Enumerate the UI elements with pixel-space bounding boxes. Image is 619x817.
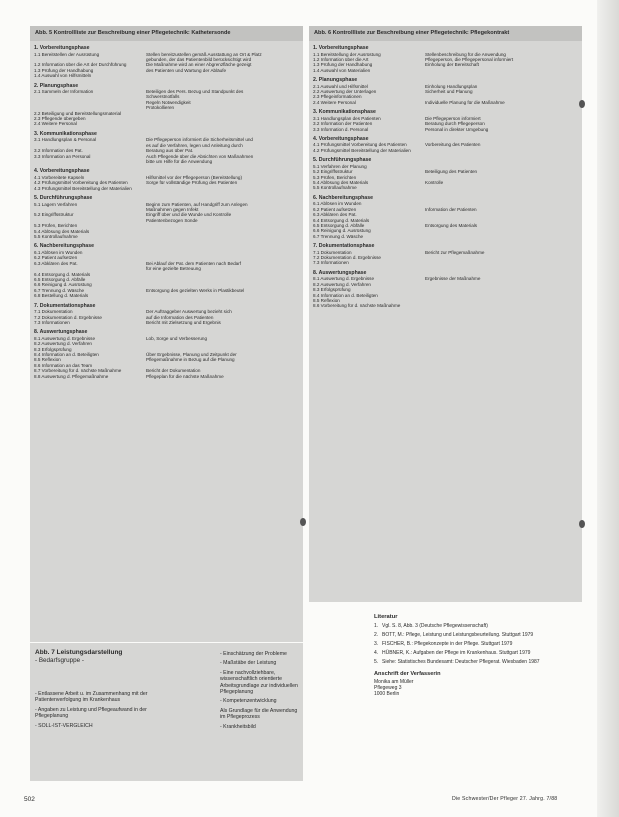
- step-description: Personal in direkter Umgebung: [425, 126, 489, 132]
- step-description: Beteiligung des Patienten: [425, 169, 478, 175]
- step-label: 8.2 Auswertung d. Verfahren: [313, 281, 371, 287]
- step-description: [425, 234, 578, 239]
- step-description: [146, 73, 299, 78]
- step-description: Kontrolle: [425, 180, 444, 185]
- section-title: 3. Kommunikationsphase: [34, 130, 97, 137]
- section-title: 4. Vorbereitungsphase: [313, 135, 369, 142]
- step-description: gebunden, der das Patientenbild berücksichtigt wird: [146, 56, 252, 62]
- literature-text: Vgl. S. 8, Abb. 3 (Deutsche Pflegewissenschaft): [382, 623, 488, 629]
- checklist-section: [34, 41, 299, 79]
- step-description: es auf die Verfahren, legen und Anleitung durch: [146, 142, 243, 148]
- step-label: 8.3 Erfolgsprüfung: [313, 287, 351, 293]
- checklist-section: [34, 299, 299, 326]
- section-title: 8. Auswertungsphase: [34, 329, 88, 336]
- step-label: 5.4 Ablösung des Materials: [313, 180, 369, 185]
- step-label: 2.4 Weitere Personal: [313, 99, 356, 105]
- page-number: 502: [24, 796, 35, 803]
- step-label: 6.6 Reinigung d. Ausrüstung: [313, 228, 371, 234]
- figure-6-heading: Abb. 6 Kontrollliste zur Beschreibung einer Pflegetechnik: Pflegekontrakt: [309, 26, 582, 41]
- step-label: 6.5 Entsorgung d. Abfälle: [34, 277, 86, 282]
- step-label: 8.1 Auswertung d. Ergebnisse: [34, 335, 96, 341]
- step-label: 4.1 Prüfungsmittel Vorbereitung des Patienten: [313, 142, 407, 148]
- step-description: Auch Pflegende über die Absichten von Maßnahmen: [146, 153, 254, 159]
- step-description: Ergebnisse der Maßnahme: [425, 276, 481, 282]
- checklist-row: [313, 234, 578, 239]
- checklist-row: [313, 68, 578, 73]
- step-description: Die Pflegeperson informiert die Sicherheitsmittel und: [146, 137, 253, 143]
- step-label: 5.5 Kontrollaufnahme: [34, 234, 78, 240]
- step-label: 3.3 Information an Personal: [34, 153, 91, 159]
- literature-number: 1.: [374, 623, 379, 629]
- step-label: 1.1 Bereitstellung der Ausrüstung: [313, 51, 381, 57]
- step-description: Bericht der Dokumentation: [146, 368, 201, 374]
- step-label: 1.2 Information über die Art der Durchführung: [34, 62, 127, 68]
- step-label: 2.2 Auswertung der Unterlagen: [313, 89, 377, 95]
- literature-title: Literatur: [374, 614, 398, 620]
- step-label: 3.3 Information d. Personal: [313, 126, 369, 132]
- step-description: Entsorgung des gezielten Werks in Plastikbeutel: [146, 287, 245, 293]
- step-label: 5.3 Prüfen, Berichten: [313, 174, 357, 180]
- step-label: 6.8 Bestellung d. Materials: [34, 293, 89, 299]
- step-description: Stellenbeschreibung für die Anwendung: [425, 51, 506, 57]
- step-label: [34, 159, 146, 164]
- literature-text: Siehe: Statistisches Bundesamt: Deutscher Pflegerat. Wiesbaden 1987: [382, 659, 540, 665]
- step-label: 6.2 Patient aufsetzen: [313, 206, 357, 212]
- checklist-row: [34, 73, 299, 78]
- section-title: 1. Vorbereitungsphase: [34, 45, 90, 51]
- literature-item: [374, 632, 584, 638]
- section-title: 8. Auswertungsphase: [313, 269, 367, 276]
- step-label: 7.1 Dokumentation: [313, 249, 352, 255]
- step-label: 1.4 Auswahl von Materialien: [313, 67, 371, 73]
- address-line: Monika am Müller: [374, 679, 414, 685]
- figure-7-left-column: [35, 691, 153, 732]
- section-title: 5. Durchführungsphase: [313, 157, 372, 164]
- punch-hole-mark: [579, 100, 585, 108]
- checklist-section: [34, 164, 299, 191]
- checklist-section: [313, 153, 578, 191]
- step-label: 6.3 Abklären des Pat.: [34, 260, 78, 266]
- checklist-row: [313, 303, 578, 308]
- figure-7-subtitle: - Bedarfsgruppe -: [35, 657, 85, 664]
- step-description: [425, 185, 578, 190]
- step-label: 8.7 Vorbereitung für d. nächste Maßnahme: [34, 368, 122, 374]
- step-description: Beginn zum Patienten, auf Handgriff zum Anlegen: [146, 201, 248, 207]
- step-label: 8.3 Erfolgsprüfung: [34, 346, 72, 352]
- step-description: Entsorgung des Materials: [425, 222, 478, 228]
- step-label: 7.2 Dokumentation d. Ergebnisse: [34, 314, 102, 320]
- step-description: Pflegeperson, die Pflegepersonal informiert: [425, 56, 514, 62]
- step-label: 1.2 Information über die Art: [313, 56, 369, 62]
- step-description: [146, 186, 299, 191]
- step-label: 6.4 Entsorgung d. Materials: [313, 217, 370, 223]
- checklist-row: [34, 159, 299, 164]
- section-title: 6. Nachbereitungsphase: [34, 243, 94, 250]
- step-label: 8.5 Reflexion: [34, 357, 61, 363]
- step-description: Bericht zur Pflegemaßnahme: [425, 249, 485, 255]
- figure-7-title: Abb. 7 Leistungsdarstellung: [35, 649, 123, 656]
- step-label: 8.6 Vorbereitung für d. nächste Maßnahme: [313, 303, 401, 309]
- checklist-row: [313, 185, 578, 190]
- step-label: 6.1 Ablösen im Wunden: [34, 249, 83, 255]
- step-label: 4.3 Prüfungsmittel Bereitstellung der Materialien: [34, 185, 132, 191]
- checklist-row: [34, 374, 299, 379]
- section-title: 7. Dokumentationsphase: [34, 302, 96, 309]
- journal-footer: Die Schwester/Der Pfleger 27. Jahrg. 7/88: [452, 796, 558, 802]
- step-label: 6.4 Entsorgung d. Materials: [34, 271, 91, 277]
- checklist-section: [34, 191, 299, 239]
- step-description: Information der Patienten: [425, 206, 477, 212]
- step-description: Pflegemaßnahme in Bezug auf die Planung: [146, 357, 235, 363]
- punch-hole-mark: [579, 520, 585, 528]
- step-label: 6.1 Ablösen im Wunden: [313, 201, 362, 207]
- step-description: Die Pflegeperson informiert: [425, 115, 481, 121]
- step-description: Stellen bereitzustellen gemäß Ausstattung an Ort & Platz: [146, 51, 262, 57]
- literature-text: FISCHER, B.: Pflegekonzepte in der Pflege. Stuttgart 1979: [382, 641, 513, 647]
- step-label: 4.2 Prüfungsmittel Bereitstellung der Materialien: [313, 147, 411, 153]
- step-description: [146, 293, 299, 298]
- figure-7-item: Als Grundlage für die Anwendung im Pflegeprozess: [220, 707, 298, 721]
- checklist-section: [313, 41, 578, 73]
- step-label: 8.4 Information an d. Beteiligten: [34, 352, 99, 358]
- step-description: Sorge für vollständige Prüfung des Patienten: [146, 180, 238, 186]
- step-description: Der Auftraggeber Auswertung bezieht sich: [146, 309, 232, 315]
- step-label: 6.7 Trennung d. Wäsche: [313, 233, 364, 239]
- checklist-row: [313, 100, 578, 105]
- checklist-section: [313, 239, 578, 266]
- step-label: 1.3 Prüfung der Handhabung: [34, 67, 94, 73]
- section-title: 5. Durchführungsphase: [34, 195, 93, 202]
- step-description: Vorbereitung des Patienten: [425, 142, 481, 148]
- step-label: 3.1 Handlungsplan des Patienten: [313, 115, 381, 121]
- step-label: 8.5 Reflexion: [313, 298, 340, 303]
- checklist-section: [34, 239, 299, 298]
- step-label: 8.4 Information an d. Beteiligten: [313, 292, 378, 298]
- literature-text: BOTT, M.: Pflege, Leistung und Leistungsbeurteilung. Stuttgart 1979: [382, 632, 534, 638]
- section-title: 6. Nachbereitungsphase: [313, 194, 373, 201]
- checklist-row: [313, 127, 578, 132]
- literature-text: HÜBNER, K.: Aufgaben der Pflege im Krankenhaus. Stuttgart 1979: [382, 650, 531, 656]
- figure-5-panel: [30, 26, 303, 642]
- literature-number: 3.: [374, 641, 379, 647]
- step-description: [425, 303, 578, 308]
- step-description: Hilfsmittel vor der Pflegeperson (Bereitstellung): [146, 174, 242, 180]
- figure-6-sections: [309, 41, 582, 309]
- step-description: auf die Information des Patienten: [146, 314, 214, 320]
- literature-number: 5.: [374, 659, 379, 665]
- step-label: 1.3 Prüfung der Handhabung: [313, 62, 373, 68]
- literature-item: [374, 650, 584, 656]
- step-description: Beratung aus über Pat.: [146, 148, 194, 154]
- literature-number: 2.: [374, 632, 379, 638]
- step-label: 1.4 Auswahl von Hilfsmitteln: [34, 73, 92, 79]
- figure-7-item: - SOLL-IST-VERGLEICH: [35, 722, 93, 729]
- section-title: 2. Planungsphase: [34, 82, 79, 89]
- section-title: 2. Planungsphase: [313, 77, 358, 84]
- step-description: [146, 234, 299, 239]
- checklist-row: [313, 148, 578, 153]
- checklist-row: [313, 260, 578, 265]
- step-description: [425, 68, 578, 73]
- step-label: 2.3 Pflegende übergeben: [34, 116, 86, 122]
- step-description: Maßnahmen gegen Infekt: [146, 207, 199, 213]
- checklist-section: [313, 132, 578, 153]
- checklist-section: [34, 325, 299, 379]
- step-description: [425, 260, 578, 265]
- step-description: bitte um Hilfe für die Anwendung: [146, 159, 213, 164]
- step-description: [425, 148, 578, 153]
- checklist-section: [313, 266, 578, 309]
- step-description: Beratung durch Pflegeperson: [425, 121, 485, 127]
- step-description: Patientenbezogen Sonde: [146, 217, 198, 223]
- step-label: 5.5 Kontrollaufnahme: [313, 185, 357, 191]
- step-label: 8.1 Auswertung d. Ergebnisse: [313, 276, 375, 282]
- step-description: Lob, Sorge und Verbesserung: [146, 335, 208, 341]
- punch-hole-mark: [300, 518, 306, 526]
- step-description: Sicherheit und Planung: [425, 89, 473, 95]
- step-label: 6.5 Entsorgung d. Abfälle: [313, 222, 365, 228]
- literature-item: [374, 623, 584, 629]
- figure-7-item: - Maßstäbe der Leistung: [220, 660, 277, 667]
- section-title: 3. Kommunikationsphase: [313, 109, 376, 116]
- step-label: 5.2 Eingriffsstruktur: [34, 212, 74, 218]
- page-edge: [597, 0, 619, 817]
- step-label: 2.1 Auswahl und Hilfsmittel: [313, 83, 368, 89]
- step-label: 8.8 Auswertung d. Pflegemaßnahme: [34, 373, 109, 379]
- step-label: 5.1 Lagern Verfahren: [34, 201, 78, 207]
- step-label: 6.2 Patient aufsetzen: [34, 255, 78, 261]
- literature-item: [374, 641, 584, 647]
- step-label: 5.4 Ablösung des Materials: [34, 228, 90, 234]
- literature-item: [374, 659, 584, 665]
- step-label: 3.2 Information des Pat.: [34, 148, 83, 154]
- step-label: 3.1 Handlungsplan & Personal: [34, 137, 97, 143]
- step-description: Einholung der Bereitschaft: [425, 62, 479, 68]
- step-label: 2.1 Sammeln der Information: [34, 89, 94, 95]
- step-label: 4.2 Prüfungsmittel Vorbereitung des Patienten: [34, 180, 128, 186]
- figure-7-item: - Krankheitsbild: [220, 723, 256, 730]
- step-description: Schwerstnotfalls: [146, 94, 180, 100]
- step-label: 7.3 Informationen: [313, 260, 349, 266]
- section-title: 7. Dokumentationsphase: [313, 243, 375, 250]
- section-title: 4. Vorbereitungsphase: [34, 168, 90, 175]
- step-label: 3.2 Information der Patienten: [313, 121, 373, 127]
- figure-7-item: - Eine nachvollziehbare, wissenschaftlich orientierte Arbeitsgrundlage zur individuellen Pflegeplanung: [220, 669, 298, 696]
- section-title: 1. Vorbereitungsphase: [313, 45, 369, 51]
- figure-6-panel: [309, 26, 582, 602]
- figure-7-item: - Einschätzung der Probleme: [220, 651, 287, 657]
- checklist-row: [34, 320, 299, 325]
- step-label: 2.3 Pflegeinformationen: [313, 94, 362, 100]
- step-description: Pflegeplan für die nächste Maßnahme: [146, 373, 224, 379]
- step-label: 7.1 Dokumentation: [34, 309, 73, 315]
- address-line: 1000 Berlin: [374, 691, 400, 698]
- checklist-section: [34, 127, 299, 165]
- step-label: 4.1 Vorbereitete Kapseln: [34, 174, 85, 180]
- step-description: [146, 121, 299, 126]
- step-label: 8.6 Information an das Team: [34, 362, 93, 368]
- figure-7-right-column: [220, 651, 300, 733]
- step-description: des Patienten und Wartung der Abläufe: [146, 67, 227, 73]
- step-description: Protokollieren: [146, 105, 175, 111]
- step-label: 2.4 Weitere Personal: [34, 121, 77, 127]
- figure-7-item: - Angaben zu Leistung und Pflegeaufwand in der Pflegeplanung: [35, 706, 147, 720]
- step-label: 7.2 Dokumentation d. Ergebnisse: [313, 255, 381, 261]
- step-label: 6.6 Reinigung d. Ausrüstung: [34, 282, 92, 288]
- step-label: 5.1 Verfahren der Planung: [313, 163, 367, 169]
- step-label: 5.3 Prüfen, Berichten: [34, 223, 78, 229]
- checklist-row: [34, 121, 299, 126]
- step-description: Die Maßnahme wird an einer Abgrenzfläche gezeigt: [146, 62, 252, 68]
- checklist-section: [313, 105, 578, 132]
- step-label: 6.7 Trennung d. Wäsche: [34, 287, 85, 293]
- literature-number: 4.: [374, 650, 379, 656]
- step-description: Einholung Handlungsplan: [425, 83, 478, 89]
- checklist-row: [34, 234, 299, 239]
- checklist-row: [34, 186, 299, 191]
- step-description: Bei Ablauf der Pat. dem Patienten nach Bedarf: [146, 260, 241, 266]
- step-description: Bericht mit Zielsetzung und Ergebnis: [146, 319, 221, 325]
- step-label: 7.3 Informationen: [34, 319, 70, 325]
- figure-5-sections: [30, 41, 303, 379]
- step-description: Über Ergebnisse, Planung und Zeitpunkt der: [146, 352, 237, 358]
- step-description: für eine gezielte Betreuung: [146, 266, 201, 272]
- checklist-row: [34, 293, 299, 298]
- address-line: Pflegeweg 3: [374, 685, 402, 692]
- step-label: 2.2 Beteiligung und Bereitstellungsmaterial: [34, 110, 122, 116]
- checklist-section: [313, 191, 578, 239]
- address-title: Anschrift der Verfasserin: [374, 671, 441, 677]
- step-description: Individuelle Planung für die Maßnahme: [425, 99, 505, 105]
- step-label: 5.2 Eingriffsstruktur: [313, 169, 353, 175]
- figure-5-heading: Abb. 5 Kontrollliste zur Beschreibung einer Pflegetechnik: Kathetersonde: [30, 26, 303, 41]
- step-label: 8.2 Auswertung d. Verfahren: [34, 341, 92, 347]
- checklist-section: [313, 73, 578, 105]
- literature-list: [374, 623, 584, 665]
- step-description: Beteiligen des Pers. Bezug und Standpunkt des: [146, 89, 244, 95]
- step-description: Regeln Notwendigkeit: [146, 99, 191, 105]
- step-description: Eingriff über und die Wunde und Kontrolle: [146, 212, 232, 218]
- literature-section: [374, 614, 584, 698]
- figure-7-item: - Entlassene Arbeit u. im Zusammenhang mit der Patientenverfolgung im Krankenhaus: [35, 691, 148, 704]
- checklist-section: [34, 79, 299, 127]
- step-label: 6.3 Abklären des Pat.: [313, 212, 357, 218]
- figure-7-box: [30, 643, 303, 781]
- figure-7-item: - Kompetenzentwicklung: [220, 698, 277, 705]
- step-label: 1.1 Bereitstellen der Ausrüstung: [34, 51, 100, 57]
